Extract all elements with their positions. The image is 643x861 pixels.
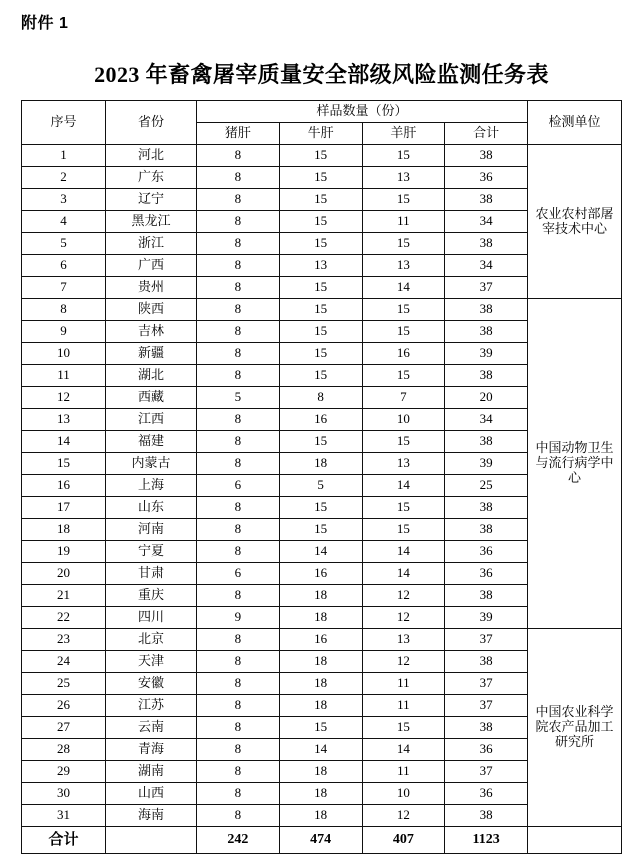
cell-sheep-liver: 12 xyxy=(362,805,445,827)
cell-province: 江苏 xyxy=(106,695,197,717)
cell-cattle-liver: 18 xyxy=(279,673,362,695)
table-footer xyxy=(22,827,622,854)
cell-sheep-liver: 13 xyxy=(362,453,445,475)
cell-sequence: 10 xyxy=(22,343,106,365)
cell-subtotal: 34 xyxy=(445,409,528,431)
cell-sheep-liver: 14 xyxy=(362,739,445,761)
cell-sequence: 20 xyxy=(22,563,106,585)
cell-sequence: 26 xyxy=(22,695,106,717)
cell-province: 青海 xyxy=(106,739,197,761)
table-row xyxy=(22,299,622,321)
cell-testing-unit xyxy=(528,145,622,299)
cell-province: 广西 xyxy=(106,255,197,277)
cell-sequence: 30 xyxy=(22,783,106,805)
cell-province: 吉林 xyxy=(106,321,197,343)
cell-province: 云南 xyxy=(106,717,197,739)
cell-pig-liver: 8 xyxy=(197,189,280,211)
cell-sequence: 15 xyxy=(22,453,106,475)
total-row-cattle-liver: 474 xyxy=(279,827,362,854)
cell-pig-liver: 8 xyxy=(197,673,280,695)
cell-subtotal: 36 xyxy=(445,563,528,585)
cell-subtotal: 38 xyxy=(445,805,528,827)
total-row-province xyxy=(106,827,197,854)
cell-cattle-liver: 15 xyxy=(279,431,362,453)
column-header-cattle-liver: 牛肝 xyxy=(279,123,362,145)
cell-sequence: 24 xyxy=(22,651,106,673)
cell-sequence: 5 xyxy=(22,233,106,255)
cell-pig-liver: 8 xyxy=(197,695,280,717)
cell-sequence: 18 xyxy=(22,519,106,541)
cell-province: 湖南 xyxy=(106,761,197,783)
cell-province: 河南 xyxy=(106,519,197,541)
cell-sheep-liver: 13 xyxy=(362,255,445,277)
cell-subtotal: 38 xyxy=(445,145,528,167)
cell-sequence: 16 xyxy=(22,475,106,497)
column-header-pig-liver: 猪肝 xyxy=(197,123,280,145)
cell-sheep-liver: 15 xyxy=(362,189,445,211)
cell-cattle-liver: 15 xyxy=(279,277,362,299)
cell-cattle-liver: 18 xyxy=(279,651,362,673)
cell-sheep-liver: 14 xyxy=(362,277,445,299)
table-header xyxy=(22,101,622,145)
cell-cattle-liver: 18 xyxy=(279,585,362,607)
column-header-sheep-liver: 羊肝 xyxy=(362,123,445,145)
cell-province: 湖北 xyxy=(106,365,197,387)
cell-sheep-liver: 14 xyxy=(362,541,445,563)
cell-subtotal: 38 xyxy=(445,519,528,541)
cell-sheep-liver: 10 xyxy=(362,409,445,431)
cell-pig-liver: 8 xyxy=(197,211,280,233)
cell-cattle-liver: 18 xyxy=(279,761,362,783)
cell-subtotal: 39 xyxy=(445,343,528,365)
cell-sheep-liver: 15 xyxy=(362,519,445,541)
cell-province: 山东 xyxy=(106,497,197,519)
cell-pig-liver: 8 xyxy=(197,629,280,651)
cell-sheep-liver: 12 xyxy=(362,585,445,607)
cell-sequence: 8 xyxy=(22,299,106,321)
cell-cattle-liver: 15 xyxy=(279,233,362,255)
cell-sheep-liver: 15 xyxy=(362,717,445,739)
cell-sequence: 23 xyxy=(22,629,106,651)
cell-subtotal: 34 xyxy=(445,211,528,233)
table-row xyxy=(22,629,622,651)
table-body xyxy=(22,145,622,827)
cell-province: 陕西 xyxy=(106,299,197,321)
cell-sequence: 17 xyxy=(22,497,106,519)
cell-sheep-liver: 7 xyxy=(362,387,445,409)
cell-subtotal: 38 xyxy=(445,585,528,607)
cell-cattle-liver: 15 xyxy=(279,321,362,343)
cell-province: 黑龙江 xyxy=(106,211,197,233)
cell-testing-unit xyxy=(528,629,622,827)
cell-province: 江西 xyxy=(106,409,197,431)
cell-pig-liver: 8 xyxy=(197,277,280,299)
cell-sheep-liver: 10 xyxy=(362,783,445,805)
cell-pig-liver: 8 xyxy=(197,321,280,343)
cell-cattle-liver: 13 xyxy=(279,255,362,277)
cell-sequence: 14 xyxy=(22,431,106,453)
cell-subtotal: 38 xyxy=(445,497,528,519)
cell-pig-liver: 8 xyxy=(197,233,280,255)
cell-cattle-liver: 15 xyxy=(279,717,362,739)
cell-subtotal: 37 xyxy=(445,673,528,695)
cell-pig-liver: 8 xyxy=(197,739,280,761)
cell-province: 广东 xyxy=(106,167,197,189)
total-row-unit xyxy=(528,827,622,854)
cell-cattle-liver: 15 xyxy=(279,167,362,189)
cell-province: 海南 xyxy=(106,805,197,827)
cell-subtotal: 36 xyxy=(445,167,528,189)
cell-subtotal: 37 xyxy=(445,629,528,651)
cell-sequence: 21 xyxy=(22,585,106,607)
cell-cattle-liver: 16 xyxy=(279,563,362,585)
cell-sequence: 13 xyxy=(22,409,106,431)
cell-pig-liver: 8 xyxy=(197,585,280,607)
cell-cattle-liver: 16 xyxy=(279,409,362,431)
risk-monitoring-table xyxy=(21,100,622,854)
table-header-row-1 xyxy=(22,101,622,123)
cell-sequence: 19 xyxy=(22,541,106,563)
cell-subtotal: 37 xyxy=(445,277,528,299)
cell-sheep-liver: 14 xyxy=(362,475,445,497)
cell-subtotal: 38 xyxy=(445,321,528,343)
cell-subtotal: 38 xyxy=(445,299,528,321)
total-row-sheep-liver: 407 xyxy=(362,827,445,854)
cell-pig-liver: 8 xyxy=(197,717,280,739)
cell-sheep-liver: 11 xyxy=(362,211,445,233)
cell-pig-liver: 5 xyxy=(197,387,280,409)
cell-cattle-liver: 18 xyxy=(279,453,362,475)
cell-sheep-liver: 16 xyxy=(362,343,445,365)
cell-province: 安徽 xyxy=(106,673,197,695)
column-header-province: 省份 xyxy=(106,101,197,145)
column-header-testing-unit: 检测单位 xyxy=(528,101,622,145)
table-row xyxy=(22,145,622,167)
cell-cattle-liver: 5 xyxy=(279,475,362,497)
cell-province: 西藏 xyxy=(106,387,197,409)
cell-sheep-liver: 15 xyxy=(362,365,445,387)
cell-sequence: 6 xyxy=(22,255,106,277)
cell-province: 甘肃 xyxy=(106,563,197,585)
page-title: 2023 年畜禽屠宰质量安全部级风险监测任务表 xyxy=(94,62,549,87)
cell-sheep-liver: 11 xyxy=(362,761,445,783)
cell-province: 天津 xyxy=(106,651,197,673)
cell-sheep-liver: 15 xyxy=(362,497,445,519)
cell-sheep-liver: 11 xyxy=(362,695,445,717)
column-header-subtotal: 合计 xyxy=(445,123,528,145)
cell-pig-liver: 8 xyxy=(197,783,280,805)
cell-cattle-liver: 18 xyxy=(279,695,362,717)
cell-sheep-liver: 15 xyxy=(362,299,445,321)
cell-province: 北京 xyxy=(106,629,197,651)
cell-cattle-liver: 15 xyxy=(279,189,362,211)
cell-pig-liver: 9 xyxy=(197,607,280,629)
cell-cattle-liver: 18 xyxy=(279,607,362,629)
cell-sequence: 29 xyxy=(22,761,106,783)
cell-subtotal: 36 xyxy=(445,739,528,761)
testing-unit-label: 农业农村部屠宰技术中心 xyxy=(535,205,614,236)
cell-subtotal: 34 xyxy=(445,255,528,277)
attachment-label: 附件 1 xyxy=(21,15,69,32)
column-header-sample-quantity-group: 样品数量（份） xyxy=(197,101,528,123)
column-header-sequence: 序号 xyxy=(22,101,106,145)
cell-sheep-liver: 15 xyxy=(362,233,445,255)
cell-sequence: 28 xyxy=(22,739,106,761)
cell-province: 山西 xyxy=(106,783,197,805)
total-row-label: 合计 xyxy=(22,827,106,854)
cell-sheep-liver: 12 xyxy=(362,607,445,629)
testing-unit-label: 中国动物卫生与流行病学中心 xyxy=(535,440,614,485)
cell-cattle-liver: 15 xyxy=(279,145,362,167)
cell-subtotal: 20 xyxy=(445,387,528,409)
cell-sheep-liver: 12 xyxy=(362,651,445,673)
cell-subtotal: 39 xyxy=(445,453,528,475)
cell-subtotal: 25 xyxy=(445,475,528,497)
cell-sheep-liver: 11 xyxy=(362,673,445,695)
cell-subtotal: 39 xyxy=(445,607,528,629)
cell-sequence: 11 xyxy=(22,365,106,387)
cell-province: 浙江 xyxy=(106,233,197,255)
risk-monitoring-table-container xyxy=(21,100,622,854)
cell-sequence: 2 xyxy=(22,167,106,189)
cell-province: 重庆 xyxy=(106,585,197,607)
cell-sheep-liver: 13 xyxy=(362,629,445,651)
cell-cattle-liver: 8 xyxy=(279,387,362,409)
cell-cattle-liver: 15 xyxy=(279,519,362,541)
cell-subtotal: 36 xyxy=(445,783,528,805)
cell-pig-liver: 8 xyxy=(197,299,280,321)
cell-province: 贵州 xyxy=(106,277,197,299)
cell-sequence: 1 xyxy=(22,145,106,167)
cell-sequence: 27 xyxy=(22,717,106,739)
cell-cattle-liver: 18 xyxy=(279,805,362,827)
cell-sequence: 22 xyxy=(22,607,106,629)
cell-province: 河北 xyxy=(106,145,197,167)
cell-sequence: 4 xyxy=(22,211,106,233)
cell-cattle-liver: 18 xyxy=(279,783,362,805)
cell-subtotal: 38 xyxy=(445,365,528,387)
cell-subtotal: 38 xyxy=(445,189,528,211)
cell-province: 宁夏 xyxy=(106,541,197,563)
cell-sheep-liver: 15 xyxy=(362,145,445,167)
cell-pig-liver: 8 xyxy=(197,409,280,431)
cell-subtotal: 37 xyxy=(445,695,528,717)
cell-pig-liver: 8 xyxy=(197,431,280,453)
cell-cattle-liver: 16 xyxy=(279,629,362,651)
cell-sequence: 12 xyxy=(22,387,106,409)
cell-cattle-liver: 15 xyxy=(279,365,362,387)
cell-subtotal: 36 xyxy=(445,541,528,563)
total-row xyxy=(22,827,622,854)
cell-province: 福建 xyxy=(106,431,197,453)
cell-province: 四川 xyxy=(106,607,197,629)
cell-cattle-liver: 14 xyxy=(279,541,362,563)
cell-subtotal: 38 xyxy=(445,651,528,673)
cell-sequence: 25 xyxy=(22,673,106,695)
cell-sequence: 7 xyxy=(22,277,106,299)
cell-cattle-liver: 15 xyxy=(279,211,362,233)
cell-sequence: 3 xyxy=(22,189,106,211)
cell-province: 上海 xyxy=(106,475,197,497)
cell-pig-liver: 8 xyxy=(197,497,280,519)
cell-sequence: 9 xyxy=(22,321,106,343)
cell-sequence: 31 xyxy=(22,805,106,827)
cell-subtotal: 38 xyxy=(445,717,528,739)
cell-cattle-liver: 15 xyxy=(279,299,362,321)
cell-pig-liver: 8 xyxy=(197,167,280,189)
cell-cattle-liver: 15 xyxy=(279,343,362,365)
total-row-subtotal: 1123 xyxy=(445,827,528,854)
cell-sheep-liver: 15 xyxy=(362,321,445,343)
cell-pig-liver: 8 xyxy=(197,761,280,783)
cell-pig-liver: 8 xyxy=(197,343,280,365)
cell-pig-liver: 8 xyxy=(197,805,280,827)
cell-pig-liver: 8 xyxy=(197,453,280,475)
cell-subtotal: 37 xyxy=(445,761,528,783)
cell-province: 内蒙古 xyxy=(106,453,197,475)
cell-pig-liver: 8 xyxy=(197,519,280,541)
total-row-pig-liver: 242 xyxy=(197,827,280,854)
cell-province: 辽宁 xyxy=(106,189,197,211)
testing-unit-label: 中国农业科学院农产品加工研究所 xyxy=(535,704,614,749)
cell-pig-liver: 8 xyxy=(197,255,280,277)
cell-sheep-liver: 14 xyxy=(362,563,445,585)
cell-pig-liver: 8 xyxy=(197,651,280,673)
cell-cattle-liver: 14 xyxy=(279,739,362,761)
cell-pig-liver: 6 xyxy=(197,563,280,585)
cell-testing-unit xyxy=(528,299,622,629)
cell-pig-liver: 6 xyxy=(197,475,280,497)
cell-pig-liver: 8 xyxy=(197,365,280,387)
cell-province: 新疆 xyxy=(106,343,197,365)
cell-subtotal: 38 xyxy=(445,431,528,453)
cell-pig-liver: 8 xyxy=(197,541,280,563)
cell-subtotal: 38 xyxy=(445,233,528,255)
cell-pig-liver: 8 xyxy=(197,145,280,167)
cell-sheep-liver: 13 xyxy=(362,167,445,189)
cell-sheep-liver: 15 xyxy=(362,431,445,453)
cell-cattle-liver: 15 xyxy=(279,497,362,519)
